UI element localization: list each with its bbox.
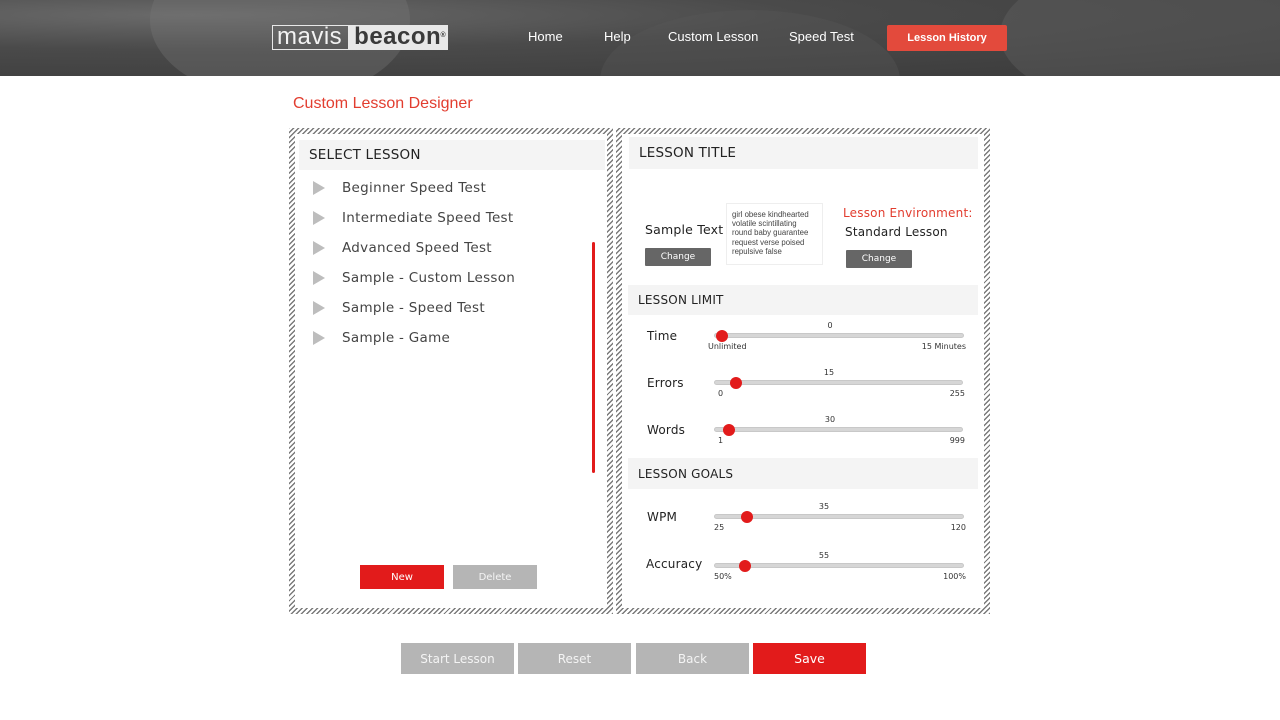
play-arrow-icon — [313, 301, 325, 315]
slider-min-label: 0 — [718, 389, 724, 398]
sample-text-label: Sample Text — [645, 222, 724, 237]
slider-min-label: 1 — [718, 436, 724, 445]
slider-track — [714, 563, 964, 568]
slider-max-label: 999 — [949, 436, 965, 445]
logo-word-mavis: mavis — [277, 23, 343, 50]
save-button[interactable]: Save — [753, 643, 866, 674]
lesson-environment-value: Standard Lesson — [845, 225, 948, 239]
nav-custom-lesson[interactable]: Custom Lesson — [668, 29, 759, 44]
lesson-history-button[interactable]: Lesson History — [887, 25, 1007, 51]
play-arrow-icon — [313, 211, 325, 225]
slider-handle[interactable] — [730, 377, 742, 389]
slider-max-label: 100% — [943, 572, 966, 581]
slider-max-label: 120 — [950, 523, 966, 532]
slider-track — [714, 427, 963, 432]
change-environment-button[interactable]: Change — [846, 250, 912, 268]
slider-value: 55 — [818, 551, 830, 560]
select-lesson-panel — [295, 134, 607, 608]
slider-value: 0 — [827, 321, 833, 330]
lesson-item[interactable] — [313, 268, 515, 288]
lesson-environment-label: Lesson Environment: — [843, 206, 973, 220]
play-arrow-icon — [313, 181, 325, 195]
slider-value: 15 — [823, 368, 835, 377]
slider-min-label: 50% — [714, 572, 732, 581]
delete-lesson-button[interactable]: Delete — [453, 565, 537, 589]
slider-track — [714, 380, 963, 385]
words-limit-label: Words — [647, 423, 686, 437]
lesson-item[interactable] — [313, 208, 513, 228]
lesson-title-heading: LESSON TITLE — [629, 137, 978, 169]
wpm-goal-label: WPM — [647, 510, 678, 524]
lesson-item[interactable] — [313, 328, 450, 348]
header-backdrop-shape — [1000, 0, 1280, 76]
lesson-item[interactable] — [313, 298, 485, 318]
slider-max-label: 255 — [949, 389, 965, 398]
page-title: Custom Lesson Designer — [293, 95, 473, 112]
lesson-item-label: Sample - Game — [342, 330, 451, 346]
slider-min-label: 25 — [714, 523, 725, 532]
new-lesson-button[interactable]: New — [360, 565, 444, 589]
slider-track — [714, 333, 964, 338]
nav-home[interactable]: Home — [528, 29, 563, 44]
lesson-item-label: Intermediate Speed Test — [342, 210, 514, 226]
lesson-item[interactable] — [313, 238, 492, 258]
select-lesson-heading: SELECT LESSON — [299, 140, 605, 170]
start-lesson-button[interactable]: Start Lesson — [401, 643, 514, 674]
lesson-list-scrollbar[interactable] — [592, 242, 595, 473]
slider-value: 35 — [818, 502, 830, 511]
lesson-item[interactable] — [313, 178, 486, 198]
lesson-item-label: Sample - Speed Test — [342, 300, 485, 316]
slider-max-label: 15 Minutes — [921, 342, 966, 351]
reset-button[interactable]: Reset — [518, 643, 631, 674]
nav-help[interactable]: Help — [604, 29, 631, 44]
play-arrow-icon — [313, 331, 325, 345]
slider-value: 30 — [824, 415, 836, 424]
errors-limit-label: Errors — [647, 376, 684, 390]
site-header — [0, 0, 1280, 76]
lesson-item-label: Beginner Speed Test — [342, 180, 487, 196]
change-sample-text-button[interactable]: Change — [645, 248, 711, 266]
mavis-beacon-logo[interactable] — [272, 25, 448, 50]
lesson-goals-heading: LESSON GOALS — [628, 458, 978, 489]
slider-handle[interactable] — [723, 424, 735, 436]
nav-speed-test[interactable]: Speed Test — [789, 29, 854, 44]
back-button[interactable]: Back — [636, 643, 749, 674]
sample-text-preview: girl obese kindhearted volatile scintillating round baby guarantee request verse poised repulsive false — [726, 203, 823, 265]
slider-handle[interactable] — [716, 330, 728, 342]
logo-word-beacon-text: beacon — [354, 23, 442, 50]
time-limit-label: Time — [647, 329, 678, 343]
slider-min-label: Unlimited — [708, 342, 747, 351]
lesson-item-label: Advanced Speed Test — [342, 240, 492, 256]
accuracy-goal-label: Accuracy — [646, 557, 703, 571]
slider-handle[interactable] — [741, 511, 753, 523]
registered-mark: ® — [440, 32, 447, 39]
lesson-item-label: Sample - Custom Lesson — [342, 270, 516, 286]
play-arrow-icon — [313, 271, 325, 285]
play-arrow-icon — [313, 241, 325, 255]
logo-word-beacon — [348, 23, 447, 50]
lesson-limit-heading: LESSON LIMIT — [628, 285, 978, 315]
